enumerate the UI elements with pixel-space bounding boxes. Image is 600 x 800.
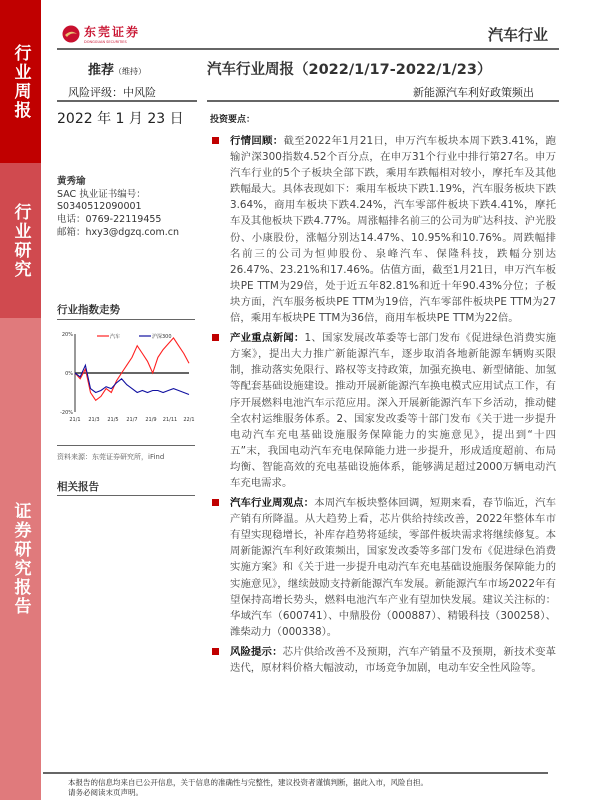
- report-subtitle: 新能源汽车利好政策频出: [413, 86, 534, 99]
- report-date: 2022 年 1 月 23 日: [57, 111, 184, 127]
- sidebar-section-report: 证券研究报告: [0, 318, 41, 800]
- legend-label: 汽车: [110, 334, 121, 340]
- index-trend-heading: 行业指数走势: [57, 304, 120, 316]
- bullet-icon: [212, 334, 219, 341]
- analyst-sac-label: SAC 执业证书编号：: [57, 189, 146, 200]
- industry-label: 汽车行业: [488, 26, 549, 44]
- y-tick-label: -20%: [60, 410, 73, 416]
- divider: [57, 319, 195, 320]
- sidebar-section-weekly: 行业周报: [0, 0, 41, 163]
- logo-icon: [62, 25, 80, 43]
- point-risk: [212, 644, 556, 676]
- point-head: 汽车行业周观点：: [230, 497, 315, 510]
- point-head: 行情回顾：: [230, 135, 284, 147]
- point-body: 截至2022年1月21日，申万汽车板块本周下跌3.41%，跑输沪深300指数4.52个百分点，在申万31个行业中排行第27名。申万汽车行业的5个子板块全部下跌，乘用车跌幅相对较小，摩托车及其他跌幅最大。具体表现如下：乘用车板块下跌1.19%，汽车服务板块下跌3.64%，商用车板块下跌4.24%，汽车零部件板块下跌4.41%，摩托车及其他板块下跌4.77%。周涨幅排名前三的公司为旷达科技、沪光股份、小康股份，涨幅分别达14.47%、10.95%和10.76%。周跌幅排名前三的公司为恒帅股份、泉峰汽车、保隆科技，跌幅分别达26.47%、23.21%和17.46%。估值方面，截至1月21日，申万汽车板块PE TTM为29倍，处于近五年82.81%和近十年90.43%分位；子板块方面，汽车服务板块PE TTM为19倍，汽车零部件板块PE TTM为27倍，乘用车板块PE TTM为36倍，商用车板块PE TTM为22倍。: [230, 135, 556, 325]
- analyst-name: 黄秀瑜: [57, 176, 86, 187]
- index-chart: [57, 328, 195, 428]
- footer-line: 本报告的信息均来自已公开信息，关于信息的准确性与完整性，建议投资者谨慎判断，据此入市，风险自担。: [68, 778, 428, 787]
- left-divider: [57, 100, 197, 102]
- point-industry-news: [212, 330, 556, 491]
- x-tick-label: 21/5: [107, 417, 119, 423]
- point-market-review: [212, 133, 556, 326]
- key-points-heading: 投资要点：: [210, 115, 256, 125]
- related-reports-heading: 相关报告: [57, 481, 99, 493]
- chart-source: 资料来源：东莞证券研究所，iFind: [57, 453, 165, 461]
- divider: [57, 445, 195, 446]
- bullet-icon: [212, 648, 219, 655]
- point-weekly-view: [212, 495, 556, 640]
- report-title: 汽车行业周报（2022/1/17-2022/1/23）: [207, 62, 492, 78]
- point-head: 产业重点新闻：: [230, 332, 305, 345]
- key-points-list: [212, 133, 556, 680]
- bullet-icon: [212, 137, 219, 144]
- x-tick-label: 21/7: [126, 417, 138, 423]
- footer-disclaimer: [68, 778, 428, 798]
- point-body: 芯片供给改善不及预期，汽车产销量不及预期，新技术变革迭代，原材料价格大幅波动，市场竞争加剧，电动车安全性风险等。: [230, 645, 557, 674]
- header-divider: [57, 48, 559, 50]
- point-head: 风险提示：: [230, 645, 283, 658]
- y-tick-label: 20%: [61, 332, 73, 338]
- brand-name-en: DONGGUAN SECURITIES: [84, 40, 127, 44]
- series-line-0: [75, 338, 189, 400]
- legend-label: 沪深300: [152, 334, 172, 340]
- brand-logo: [62, 23, 140, 44]
- footer-line: 请务必阅读末页声明。: [68, 788, 143, 797]
- point-body: 本周汽车板块整体回调，短期来看，春节临近，汽车产销有所降温。从大趋势上看，芯片供给持续改善，2022年整体车市有望实现稳增长，补库存趋势将延续，零部件板块需求将继续修复。本周新能源汽车利好政策频出，国家发改委等多部门发布《促进绿色消费实施方案》和《关于进一步提升电动汽车充电基础设施服务保障能力的实施意见》，继续鼓励支持新能源汽车发展。新能源汽车市场2022年有望保持高增长势头，燃料电池汽车产业有望加快发展。建议关注标的：华域汽车（600741）、中鼎股份（000887）、精锻科技（300258）、潍柴动力（000338）。: [230, 497, 557, 638]
- x-tick-label: 21/9: [145, 417, 157, 423]
- analyst-email[interactable]: 邮箱：hxy3@dgzq.com.cn: [57, 227, 179, 238]
- rating-note: （维持）: [114, 67, 147, 76]
- x-tick-label: 21/1: [69, 417, 81, 423]
- x-tick-label: 22/1: [183, 417, 195, 423]
- risk-rating: 风险评级：中风险: [68, 86, 156, 99]
- footer-divider: [43, 772, 548, 774]
- point-body: 1、国家发展改革委等七部门发布《促进绿色消费实施方案》，提出大力推广新能源汽车，逐步取消各地新能源车辆购买限制，推动落实免限行、路权等支持政策，加强充换电、新型储能、加氢等配套基础设施建设。推动开展新能源汽车换电模式应用试点工作，有序开展燃料电池汽车示范应用。深入开展新能源汽车下乡活动，推动健全农村运维服务体系。2、国家发改委等十部门发布《关于进一步提升电动汽车充电基础设施服务保障能力的实施意见》，提出到“十四五”末，我国电动汽车充电保障能力进一步提升，形成适度超前、布局均衡、智能高效的充电基础设施体系，能够满足超过2000万辆电动汽车充电需求。: [230, 332, 557, 489]
- bullet-icon: [212, 499, 219, 506]
- brand-name: 东莞证券: [84, 25, 141, 39]
- analyst-phone: 电话：0769-22119455: [57, 214, 162, 225]
- sidebar-section-research: 行业研究: [0, 163, 41, 318]
- y-tick-label: 0%: [65, 371, 73, 377]
- rating: [88, 59, 146, 78]
- series-line-1: [75, 365, 189, 394]
- x-tick-label: 21/11: [162, 417, 178, 423]
- divider: [57, 495, 195, 496]
- analyst-sac: S0340512090001: [57, 201, 142, 212]
- rating-label: 推荐: [88, 63, 115, 78]
- x-tick-label: 21/3: [88, 417, 100, 423]
- right-divider: [207, 100, 559, 102]
